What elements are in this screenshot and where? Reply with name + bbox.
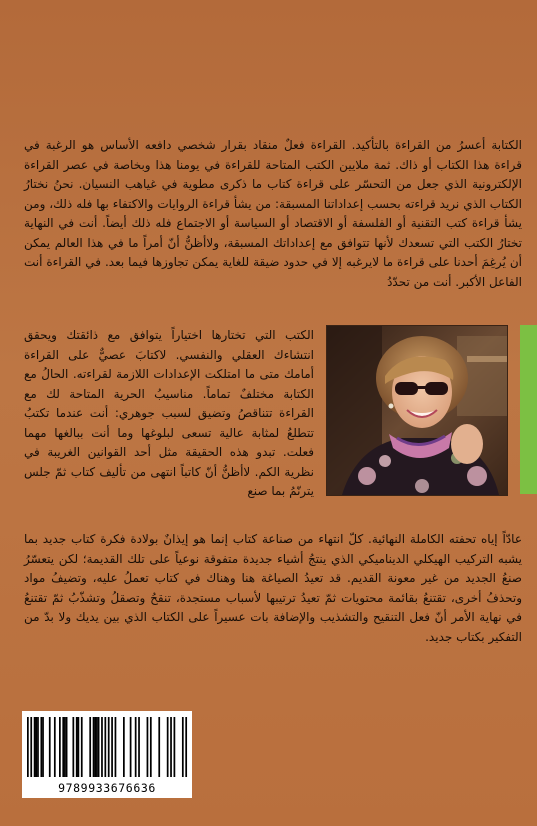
- barcode-bar: [101, 717, 103, 777]
- barcode-bar: [123, 717, 125, 777]
- barcode-bar: [98, 717, 100, 777]
- barcode-bar: [37, 717, 39, 777]
- barcode-bar: [158, 717, 160, 777]
- barcode-bar: [104, 717, 106, 777]
- barcode-bar: [35, 717, 37, 777]
- back-cover-paragraph-side: [24, 326, 314, 502]
- barcode-bar: [108, 717, 110, 777]
- isbn-number: 9789933676636: [58, 781, 156, 795]
- barcode-bar: [30, 717, 32, 777]
- barcode-bar: [89, 717, 91, 777]
- barcode-bar: [93, 717, 95, 777]
- paragraph-text: الكتب التي تختارها اختياراً يتوافق مع ذائقتك ويحقق انتشاءك العقلي والنفسي. لاكتابَ عصيٌّ على القراءة أمامك متى ما امتلكت الإعدادات اللازمة لقراءته. الحالُ مع الكتابة مختلفٌ تماماً. مناسيبُ الحرية المتاحة لك مع القراءة تتناقصُ وتضيق لسبب جوهري: أنت عندما تكتبُ تتطلعُ لمثابة عالية تسعى لبلوغها وما أنت ببالغها مهما فعلت. تبدو هذه الحقيقة مثل أحد القوانين الغريبة في نظرية الكم. لاأظنُّ أنّ كاتباً انتهى من تأليف كتاب ثمّ جلس يترنّمُ بما صنع: [24, 328, 314, 498]
- green-accent-strip: [520, 325, 537, 494]
- barcode-bar: [59, 717, 61, 777]
- barcode-bar: [49, 717, 51, 777]
- back-cover-paragraph-bottom: [24, 530, 522, 647]
- barcode-bar: [167, 717, 169, 777]
- barcode-bar: [54, 717, 56, 777]
- isbn-barcode: [22, 711, 192, 798]
- barcode-bar: [170, 717, 172, 777]
- paragraph-text: الكتابة أعسرُ من القراءة بالتأكيد. القراءة فعلٌ منقاد بقرار شخصي دافعه الأساس هو الرغبة في قراءة هذا الكتاب أو ذاك. ثمة ملايين الكتب المتاحة للقراءة في يومنا هذا وبخاصة في عصر القراءة الإلكترونية الذي جعل من التحسّر على قراءة كتاب ما ذكرى مطوية في غياهب النسيان. نحنُ نختارُ الكتاب الذي نريد قراءته بحسب إعداداتنا المسبقة: من يشأ قراءة الروايات والاكتفاء بها فله ذلك، ومن يشأ قراءة كتب التقنية أو الفلسفة أو الاقتصاد أو السياسة أو الاجتماع فله ذلك أيضاً. أنت في النهاية تختارُ الكتب التي تسعدك لأنها تتوافق مع إعداداتك المسبقة، ولاأظنُّ أنّ أمراً ما في هذا العالم يمكن أن يُرغِمَ أحدنا على قراءة ما لايرغبه إلا في حدود ضيقة للغاية يمكن تجاوزها فيما بعد. في القراءة أنت الفاعل الأكبر. أنت من تحدّدُ: [24, 138, 522, 289]
- barcode-bar: [130, 717, 132, 777]
- author-photo: [326, 325, 508, 496]
- barcode-bar: [150, 717, 152, 777]
- barcode-bar: [94, 717, 96, 777]
- barcode-bar: [27, 717, 29, 777]
- barcode-bar: [111, 717, 113, 777]
- barcode-bar: [76, 717, 78, 777]
- barcode-bar: [78, 717, 80, 777]
- barcode-bars: [22, 711, 192, 781]
- back-cover-paragraph-top: [24, 136, 522, 292]
- barcode-bar: [138, 717, 140, 777]
- barcode-bar: [72, 717, 74, 777]
- barcode-bar: [42, 717, 44, 777]
- barcode-bar: [62, 717, 64, 777]
- paragraph-text: عادّاً إياه تحفته الكاملة النهائية. كلّ انتهاء من صناعة كتاب إنما هو إيذانٌ بولادة فكرة كتاب جديد بما يشبه التركيب الهيكلي الديناميكي الذي ينتجُ أشياء جديدة متفوقة نوعياً على تلك القديمة؛ لكن يتعسّرُ صنعُ الجديد من غير معونة القديم. قد تعيدُ الصياغة هنا وهناك في كتاب تعملُ عليه، وتضيفُ مواد وتحذفُ أخرى، تقتنعُ بقائمة محتويات ثمّ تعيدُ ترتيبها لأسباب مستجدة، تنقحُ وتصقلُ وتشذّبُ ثمّ تقتنعُ في نهاية الأمر أنّ فعل التنقيح والتشذيب والإضافة بات عسيراً على الكتاب الذي بين يديك ولا بدّ من التفكير بكتاب جديد.: [24, 532, 522, 644]
- barcode-bar: [185, 717, 187, 777]
- barcode-bar: [34, 717, 36, 777]
- barcode-bar: [174, 717, 176, 777]
- barcode-bar: [135, 717, 137, 777]
- barcode-bar: [40, 717, 42, 777]
- barcode-bar: [64, 717, 66, 777]
- barcode-bar: [182, 717, 184, 777]
- barcode-bar: [66, 717, 68, 777]
- barcode-bar: [96, 717, 98, 777]
- barcode-bar: [147, 717, 149, 777]
- barcode-bar: [115, 717, 117, 777]
- barcode-bar: [81, 717, 83, 777]
